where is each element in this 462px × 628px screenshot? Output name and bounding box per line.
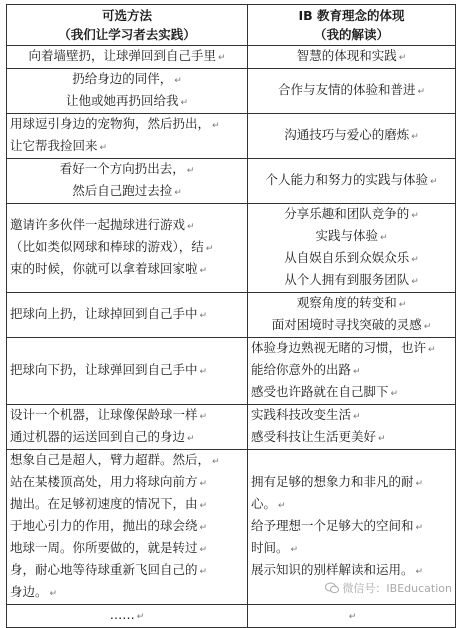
paragraph-mark: ↵ [199, 412, 208, 422]
table-cell-right [248, 405, 456, 450]
cell-line-wrap [251, 360, 452, 382]
paragraph-mark: ↵ [348, 612, 357, 622]
cell-text-line: 从自娱自乐到众娱众乐 [284, 250, 410, 265]
cell-text-line: 个人能力和努力的实践与体验 [265, 172, 428, 187]
cell-line-wrap [10, 494, 244, 516]
paragraph-mark: ↵ [217, 53, 226, 63]
table-cell-left [7, 46, 248, 69]
paragraph-mark: ↵ [187, 222, 195, 232]
table-cell-left [7, 293, 248, 338]
cell-line-wrap [251, 125, 452, 147]
cell-text-line: 把球向下扔，让球弹回到自己手中 [10, 362, 198, 377]
paragraph-mark: ↵ [199, 501, 208, 511]
paragraph-mark: ↵ [199, 266, 208, 276]
cell-line-wrap [251, 80, 452, 102]
cell-line-wrap [251, 382, 452, 404]
header-left-cell [7, 5, 248, 46]
paragraph-mark: ↵ [415, 523, 424, 533]
cell-text-line: 向着墙壁扔，让球弹回到自己手里 [28, 48, 216, 63]
cell-text-line: （比如类似网球和棒球的游戏），结 [10, 239, 204, 254]
table-cell-left [7, 605, 248, 628]
table-cell-left [7, 450, 248, 605]
cell-line-wrap [10, 538, 244, 560]
paragraph-mark: ↵ [199, 567, 208, 577]
paragraph-mark: ↵ [378, 434, 386, 444]
wechat-icon [325, 582, 339, 594]
table-cell-right [248, 204, 456, 293]
cell-text-line: 从个人拥有到服务团队 [284, 272, 410, 287]
paragraph-mark: ↵ [411, 211, 419, 221]
table-row [7, 204, 456, 293]
paragraph-mark: ↵ [390, 389, 399, 399]
table-row [7, 405, 456, 450]
paragraph-mark: ↵ [212, 121, 220, 131]
paragraph-mark: ↵ [411, 255, 419, 265]
cell-text-line: 心。 [251, 496, 277, 511]
cell-line-wrap [10, 237, 244, 259]
paragraph-mark: ↵ [353, 412, 361, 422]
cell-line-wrap [251, 293, 452, 315]
cell-line-wrap [10, 114, 244, 136]
cell-text-line: 扔给身边的同伴， [72, 71, 173, 86]
cell-text-line: 时间。 [251, 540, 289, 555]
cell-line-wrap [10, 69, 244, 91]
paragraph-mark: ↵ [398, 300, 407, 310]
header-left-subtitle: （我们让学习者去实践） [58, 27, 196, 42]
paragraph-mark: ↵ [417, 87, 426, 97]
header-right-title: IB 教育理念的体现 [298, 8, 405, 23]
cell-text-line: 地球一周。你所要做的，就是转过 [10, 540, 198, 555]
paragraph-mark: ↵ [429, 177, 438, 187]
ib-methods-table [6, 4, 456, 628]
paragraph-mark: ↵ [212, 457, 220, 467]
cell-text-line: 分享乐趣和团队竞争的 [284, 206, 410, 221]
paragraph-mark: ↵ [428, 345, 436, 355]
cell-text-line: 邀请许多伙伴一起抛球进行游戏 [10, 217, 186, 232]
cell-line-wrap [251, 170, 452, 192]
table-cell-right [248, 69, 456, 114]
cell-line-wrap [251, 405, 452, 427]
cell-text-line: 实践与体验 [315, 228, 378, 243]
header-right-subtitle: （我的解读） [313, 27, 389, 42]
cell-text-line: 让他或她再扔回给我 [65, 93, 179, 108]
table-cell-left [7, 204, 248, 293]
table-row [7, 69, 456, 114]
table-cell-right [248, 114, 456, 159]
paragraph-mark: ↵ [174, 76, 182, 86]
table-cell-right [248, 46, 456, 69]
table-cell-left [7, 405, 248, 450]
cell-line-wrap [10, 46, 244, 68]
cell-line-wrap [10, 360, 244, 382]
table-cell-left [7, 338, 248, 405]
cell-text-line: 设计一个机器，让球像保龄球一样 [10, 407, 198, 422]
table-row [7, 46, 456, 69]
table-cell-right [248, 338, 456, 405]
cell-line-wrap [10, 91, 244, 113]
table-header-row [7, 5, 456, 46]
cell-line-wrap [10, 582, 244, 604]
cell-line-wrap [251, 226, 452, 248]
cell-text-line: 于地心引力的作用，抛出的球会绕 [10, 518, 198, 533]
cell-line-wrap [10, 427, 244, 449]
cell-text-line: 把球向上扔，让球掉回到自己手中 [10, 306, 198, 321]
paragraph-mark: ↵ [290, 545, 299, 555]
cell-text-line: 实践科技改变生活 [251, 407, 352, 422]
cell-line-wrap [10, 450, 244, 472]
table-body [7, 46, 456, 628]
cell-line-wrap [10, 405, 244, 427]
cell-text-line: 身边。 [10, 584, 48, 599]
cell-text-line: 拥有足够的想象力和非凡的耐 [251, 474, 414, 489]
table-row [7, 293, 456, 338]
paragraph-mark: ↵ [199, 311, 208, 321]
paragraph-mark: ↵ [423, 322, 432, 332]
cell-line-wrap [10, 560, 244, 582]
table-row [7, 605, 456, 628]
paragraph-mark: ↵ [174, 188, 182, 198]
paragraph-mark: ↵ [411, 132, 419, 142]
cell-line-wrap [251, 560, 452, 582]
paragraph-mark: ↵ [199, 523, 208, 533]
table-row [7, 114, 456, 159]
cell-line-wrap [251, 494, 452, 516]
cell-line-wrap [251, 248, 452, 270]
table-row [7, 338, 456, 405]
cell-text-line: 体验身边熟视无睹的习惯，也许 [251, 340, 427, 355]
cell-text-line: 观察角度的转变和 [296, 295, 397, 310]
cell-text-line: 用球逗引身边的宠物狗，然后扔出， [10, 116, 211, 131]
cell-line-wrap [10, 136, 244, 158]
cell-line-wrap [251, 46, 452, 68]
cell-text-line: 看好一个方向扔出去， [59, 161, 185, 176]
paragraph-mark: ↵ [187, 434, 195, 444]
paragraph-mark: ↵ [205, 244, 214, 254]
paragraph-mark: ↵ [278, 501, 286, 511]
paragraph-mark: ↵ [136, 612, 145, 622]
cell-line-wrap [251, 338, 452, 360]
cell-line-wrap [10, 304, 244, 326]
cell-line-wrap [10, 159, 244, 181]
cell-line-wrap [10, 215, 244, 237]
cell-line-wrap [10, 605, 244, 627]
paragraph-mark: ↵ [415, 479, 424, 489]
cell-text-line: …… [109, 607, 135, 622]
cell-text-line: 智慧的体现和实践 [296, 48, 397, 63]
paragraph-mark: ↵ [415, 567, 424, 577]
paragraph-mark: ↵ [49, 589, 58, 599]
table-cell-right [248, 159, 456, 204]
cell-text-line: 然后自己跑过去捡 [72, 183, 173, 198]
cell-text-line: 感受科技让生活更美好 [251, 429, 377, 444]
cell-text-line: 感受也许路就在自己脚下 [251, 384, 389, 399]
paragraph-mark: ↵ [199, 367, 208, 377]
table-cell-right [248, 293, 456, 338]
table-cell-left [7, 69, 248, 114]
cell-text-line: 给予理想一个足够大的空间和 [251, 518, 414, 533]
paragraph-mark: ↵ [353, 367, 361, 377]
cell-line-wrap [251, 315, 452, 337]
cell-text-line: 展示知识的别样解读和运用。 [251, 562, 414, 577]
cell-line-wrap [10, 259, 244, 281]
cell-line-wrap [251, 538, 452, 560]
cell-text-line: 想象自己是超人，臂力超群。然后， [10, 452, 211, 467]
cell-line-wrap [10, 181, 244, 203]
watermark-text: 微信号：IBEducation [342, 582, 452, 595]
cell-line-wrap [251, 270, 452, 292]
cell-line-wrap [251, 204, 452, 226]
paragraph-mark: ↵ [199, 545, 208, 555]
cell-text-line: 通过机器的运送回到自己的身边 [10, 429, 186, 444]
cell-text-line: 身，耐心地等待球重新飞回自己的 [10, 562, 198, 577]
cell-line-wrap [251, 427, 452, 449]
table-row [7, 159, 456, 204]
cell-line-wrap [251, 472, 452, 494]
cell-text-line: 站在某楼顶高处，用力将球向前方 [10, 474, 198, 489]
paragraph-mark: ↵ [199, 479, 208, 489]
table-cell-left [7, 159, 248, 204]
cell-text-line: 束的时候，你就可以拿着球回家啦 [10, 261, 198, 276]
cell-text-line: 抛出。在足够初速度的情况下，由 [10, 496, 198, 511]
cell-text-line: 能给你意外的出路 [251, 362, 352, 377]
cell-text-line: 合作与友情的体验和普进 [277, 82, 416, 97]
cell-line-wrap [10, 516, 244, 538]
paragraph-mark: ↵ [186, 166, 195, 176]
cell-line-wrap [251, 605, 452, 627]
paragraph-mark: ↵ [379, 233, 388, 243]
table-cell-left [7, 114, 248, 159]
paragraph-mark: ↵ [180, 98, 189, 108]
table-cell-right [248, 605, 456, 628]
cell-text-line: 面对困境时寻找突破的灵感 [271, 317, 422, 332]
cell-line-wrap [10, 472, 244, 494]
paragraph-mark: ↵ [411, 277, 419, 287]
paragraph-mark: ↵ [99, 143, 108, 153]
header-right-cell [248, 5, 456, 46]
cell-line-wrap [251, 516, 452, 538]
paragraph-mark: ↵ [398, 53, 407, 63]
cell-text-line: 沟通技巧与爱心的磨炼 [284, 127, 410, 142]
header-left-title: 可选方法 [101, 8, 152, 23]
watermark [325, 580, 452, 596]
cell-text-line: 让它帮我捡回来 [10, 138, 98, 153]
